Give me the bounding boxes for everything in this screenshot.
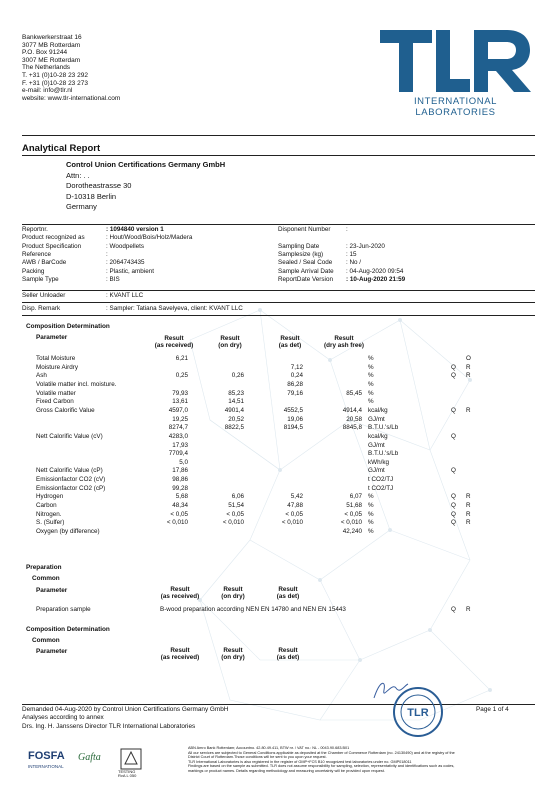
logo-label: INTERNATIONAL LABORATORIES [413, 96, 498, 118]
rva-number: RvA L 050 [118, 773, 137, 778]
result-value: 4597,0 [168, 406, 188, 414]
result-value: 19,06 [287, 415, 303, 423]
parameter-name: Volatile matter [36, 389, 76, 397]
result-header-title: Result [280, 335, 300, 342]
parameter-name: Emissionfactor CO2 (cP) [36, 484, 106, 492]
meta-value: : 04-Aug-2020 09:54 [346, 267, 404, 275]
result-value: 79,93 [172, 389, 188, 397]
meta-divider [22, 290, 535, 291]
r-flag: R [466, 406, 471, 414]
result-unit: t CO2/TJ [368, 476, 394, 484]
result-header-title: Result [170, 586, 190, 593]
remark-value: : Sampler: Tatiana Savelyeva, client: KVANT LLC [106, 305, 243, 312]
result-value: < 0,010 [281, 519, 303, 527]
result-value: < 0,05 [344, 510, 362, 518]
result-unit: kcal/kg [368, 406, 388, 414]
result-value: 0,25 [175, 372, 188, 380]
meta-label: Disponent Number [278, 226, 331, 233]
result-value: < 0,010 [222, 519, 244, 527]
result-value: < 0,05 [226, 510, 244, 518]
meta-label: Reportnr. [22, 226, 48, 233]
seller-divider [22, 302, 535, 303]
preparation-row-value: B-wood preparation according NEN EN 14780 and NEN EN 15443 [160, 606, 346, 613]
preparation-row-name: Preparation sample [36, 606, 91, 613]
result-value: 99,28 [172, 484, 188, 492]
result-unit: B.T.U.'s/Lb [368, 424, 399, 432]
address-line: website: www.tlr-international.com [22, 94, 121, 102]
meta-value: : Plastic, ambient [106, 267, 154, 275]
meta-value: : Woodpellets [106, 242, 145, 250]
result-header-basis: (as det) [276, 593, 300, 600]
result-header-basis: (dry ash free) [324, 342, 364, 349]
parameter-name: Emissionfactor CO2 (cV) [36, 476, 106, 484]
legal-line: District Court of Rotterdam.Those conditions will be sent to you upon your request. [188, 755, 327, 760]
address-line: P.O. Box 91244 [22, 49, 68, 57]
result-unit: kWh/kg [368, 458, 389, 466]
result-unit: % [368, 363, 374, 371]
result-header-title: Result [334, 335, 354, 342]
page-title: Analytical Report [22, 143, 101, 154]
r-flag: R [466, 493, 471, 501]
result-unit: % [368, 398, 374, 406]
result-value: < 0,010 [340, 519, 362, 527]
address-line: 3007 ME Rotterdam [22, 56, 81, 64]
tlr-logo [378, 28, 533, 118]
meta-value: : 1094840 version 1 [106, 226, 164, 233]
result-value: 6,07 [349, 493, 362, 501]
result-value: 5,68 [175, 493, 188, 501]
meta-value: : BIS [106, 275, 120, 283]
result-unit: % [368, 493, 374, 501]
meta-value: : 10-Aug-2020 21:59 [346, 275, 406, 283]
result-value: < 0,010 [166, 519, 188, 527]
result-header-title: Result [278, 586, 298, 593]
result-value: 7709,4 [168, 450, 188, 458]
address-line: The Netherlands [22, 64, 71, 72]
result-value: 17,86 [172, 467, 188, 475]
parameter-name: Hydrogen [36, 493, 64, 501]
rva-logo-icon [120, 748, 142, 770]
composition2-section-title: Composition Determination [26, 626, 110, 633]
result-value: 8845,8 [342, 424, 362, 432]
page-number: Page 1 of 4 [476, 706, 509, 713]
result-unit: % [368, 528, 374, 535]
r-flag: R [466, 519, 471, 527]
result-value: 4552,5 [283, 406, 303, 414]
result-unit: % [368, 502, 374, 510]
meta-value: : Hout/Wood/Bois/Holz/Madera [106, 234, 193, 242]
header-divider [22, 135, 535, 136]
q-flag: Q [451, 372, 456, 380]
result-header-title: Result [164, 335, 184, 342]
r-flag: R [466, 502, 471, 510]
result-value: 42,240 [342, 528, 362, 535]
result-value: 0,26 [231, 372, 244, 380]
fosfa-logo-text: FOSFA [28, 750, 65, 762]
meta-label: Packing [22, 267, 45, 275]
result-value: 13,61 [172, 398, 188, 406]
parameter-name: Fixed Carbon [36, 398, 74, 406]
footer-line-director: Drs. Ing. H. Janssens Director TLR International Laboratories [22, 722, 196, 730]
result-unit: GJ/mt [368, 415, 385, 423]
preparation-q-flag: Q [451, 606, 456, 613]
parameter-name: Oxygen (by difference) [36, 528, 100, 535]
result-value: 19,25 [172, 415, 188, 423]
q-flag: Q [451, 432, 456, 440]
parameter-name: Gross Calorific Value [36, 406, 95, 414]
footer-text [22, 706, 228, 731]
q-flag: Q [451, 467, 456, 475]
r-flag: R [466, 372, 471, 380]
result-header-basis: (as received) [160, 593, 200, 600]
result-value: 85,23 [228, 389, 244, 397]
meta-label: Reference [22, 250, 52, 258]
meta-value: : [106, 250, 108, 258]
result-header-title: Result [170, 647, 190, 654]
result-unit: % [368, 372, 374, 380]
client-attn: Attn: . . [66, 170, 90, 180]
parameter-name: Carbon [36, 502, 57, 510]
parameter-name: Volatile matter incl. moisture. [36, 380, 117, 388]
result-value: 8822,5 [224, 424, 244, 432]
result-header-title: Result [223, 586, 243, 593]
footer-divider [22, 704, 535, 705]
q-flag: Q [451, 406, 456, 414]
parameter-name: Ash [36, 372, 47, 380]
result-value: 51,54 [228, 502, 244, 510]
result-value: 79,16 [287, 389, 303, 397]
r-flag: R [466, 510, 471, 518]
result-value: 4283,0 [168, 432, 188, 440]
result-value: 4901,4 [224, 406, 244, 414]
composition2-subsection: Common [32, 637, 60, 644]
remark-divider [22, 315, 535, 316]
meta-value: : 2064743435 [106, 259, 145, 267]
result-value: 6,21 [175, 355, 188, 362]
address-line: 3077 MB Rotterdam [22, 41, 81, 49]
q-flag: Q [451, 510, 456, 518]
meta-value: : No / [346, 259, 362, 267]
result-header-basis: (as det) [278, 342, 302, 349]
result-unit: GJ/mt [368, 441, 385, 449]
address-line: Bankwerkerstraat 16 [22, 34, 82, 41]
parameter-name: Nett Calorific Value (cP) [36, 467, 103, 475]
legal-line: All our services are subjected to General Conditions applicable as deposited at the Chamber of Commerce Rotterdam (no. 24130490) and at the registry of the [188, 750, 455, 755]
result-value: 17,93 [172, 441, 188, 449]
legal-line: markings or product names. Details regarding methodology and measuring uncertainty will be provided upon request. [188, 768, 385, 773]
address-line: T. +31 (0)10-28 23 292 [22, 71, 88, 79]
result-unit: % [368, 389, 374, 397]
composition2-parameter-header: Parameter [36, 648, 68, 655]
legal-line: TLR International Laboratories is also registered in the register of GMP+FCS B10 recognized test laboratories under no. GMP018011 [188, 759, 412, 764]
result-header-title: Result [223, 647, 243, 654]
client-city: D-10318 Berlin [66, 191, 117, 201]
rva-label: TESTING [118, 769, 136, 774]
result-value: 98,86 [172, 476, 188, 484]
result-header-basis: (on dry) [221, 593, 245, 600]
report-meta [22, 226, 535, 288]
composition-section-title: Composition Determination [26, 323, 110, 330]
title-divider [22, 155, 535, 156]
legal-line: ABN Amro Bank Rotterdam; Accountno. 42.80.49.411, BTW nr. / VAT no.: NL - 0043.90.683.B01 [188, 746, 350, 750]
parameter-name: Nett Calorific Value (cV) [36, 432, 103, 440]
seller-label: Seller Unloader [22, 292, 66, 299]
result-unit: % [368, 510, 374, 518]
meta-label: AWB / BarCode [22, 259, 67, 267]
meta-value: : 23-Jun-2020 [346, 242, 385, 250]
meta-label: Sampling Date [278, 242, 320, 250]
q-flag: Q [451, 493, 456, 501]
result-value: 7,12 [290, 363, 303, 371]
result-unit: % [368, 519, 374, 527]
tlr-logo-mark [378, 28, 533, 94]
preparation-r-flag: R [466, 606, 471, 613]
preparation-subsection: Common [32, 575, 60, 582]
client-street: Dorotheastrasse 30 [66, 181, 132, 190]
footer-line-demanded: Demanded 04-Aug-2020 by Control Union Certifications Germany GmbH [22, 706, 229, 713]
address-line: F. +31 (0)10-28 23 273 [22, 79, 88, 87]
result-header-title: Result [220, 335, 240, 342]
parameter-name: S. (Sulfer) [36, 519, 65, 527]
result-value: < 0,05 [285, 510, 303, 518]
gafta-logo-text: Gafta [78, 752, 101, 763]
meta-value: : [346, 226, 348, 233]
result-unit: GJ/mt [368, 467, 385, 475]
client-country: Germany [66, 202, 97, 211]
meta-label: Product Specification [22, 242, 82, 250]
meta-label: Sample Type [22, 275, 59, 283]
meta-divider-top [22, 224, 535, 225]
result-unit: % [368, 380, 374, 388]
result-value: 47,88 [287, 502, 303, 510]
result-value: 48,34 [172, 502, 188, 510]
client-address [66, 160, 225, 213]
legal-text [188, 746, 536, 774]
result-unit: % [368, 355, 374, 362]
preparation-section-title: Preparation [26, 564, 62, 571]
result-unit: t CO2/TJ [368, 484, 394, 492]
preparation-parameter-header: Parameter [36, 587, 68, 594]
footer-line-analyses: Analyses according to annex [22, 714, 104, 722]
client-name: Control Union Certifications Germany GmbH [66, 160, 226, 169]
meta-label: Product recognized as [22, 234, 85, 242]
address-line: e-mail: info@tlr.nl [22, 87, 73, 95]
seller-value: : KVANT LLC [106, 292, 144, 299]
q-flag: Q [451, 363, 456, 371]
result-value: 5,0 [179, 458, 188, 466]
tlr-stamp [392, 686, 444, 738]
result-value: 20,52 [228, 415, 244, 423]
certification-logos [28, 748, 180, 778]
result-header-basis: (as det) [276, 654, 300, 661]
result-value: 20,58 [346, 415, 362, 423]
meta-label: Sample Arrival Date [278, 267, 334, 275]
result-value: 51,68 [346, 502, 362, 510]
meta-label: Samplesize (kg) [278, 250, 324, 258]
result-header-basis: (as received) [160, 654, 200, 661]
stamp-text: TLR [407, 707, 429, 719]
r-flag: O [466, 355, 471, 362]
result-value: 85,45 [346, 389, 362, 397]
result-value: 8274,7 [168, 424, 188, 432]
result-value: 0,24 [290, 372, 303, 380]
parameter-name: Nitrogen. [36, 510, 62, 518]
meta-value: : 15 [346, 250, 357, 258]
meta-label: ReportDate Version [278, 275, 333, 283]
result-header-title: Result [278, 647, 298, 654]
result-value: < 0,05 [170, 510, 188, 518]
remark-label: Disp. Remark [22, 305, 61, 312]
result-value: 4914,4 [342, 406, 362, 414]
q-flag: Q [451, 502, 456, 510]
legal-line: Findings are based on the sample as submitted. TLR does not assume responsibility for sampling, selection, representativity and identifications such as codes, [188, 764, 455, 769]
result-header-basis: (on dry) [221, 654, 245, 661]
result-value: 14,51 [228, 398, 244, 406]
r-flag: R [466, 363, 471, 371]
result-value: 8194,5 [283, 424, 303, 432]
result-unit: kcal/kg [368, 432, 388, 440]
parameter-name: Total Moisture [36, 355, 76, 362]
company-address [22, 34, 120, 102]
result-value: 6,06 [231, 493, 244, 501]
fosfa-logo-sub: INTERNATIONAL [28, 764, 64, 769]
result-unit: B.T.U.'s/Lb [368, 450, 399, 458]
parameter-header: Parameter [36, 334, 68, 341]
result-header-basis: (as received) [154, 342, 194, 349]
parameter-name: Moisture Airdry [36, 363, 78, 371]
meta-label: Sealed / Seal Code [278, 259, 333, 267]
q-flag: Q [451, 519, 456, 527]
result-value: 86,28 [287, 380, 303, 388]
result-value: 5,42 [290, 493, 303, 501]
result-header-basis: (on dry) [218, 342, 242, 349]
